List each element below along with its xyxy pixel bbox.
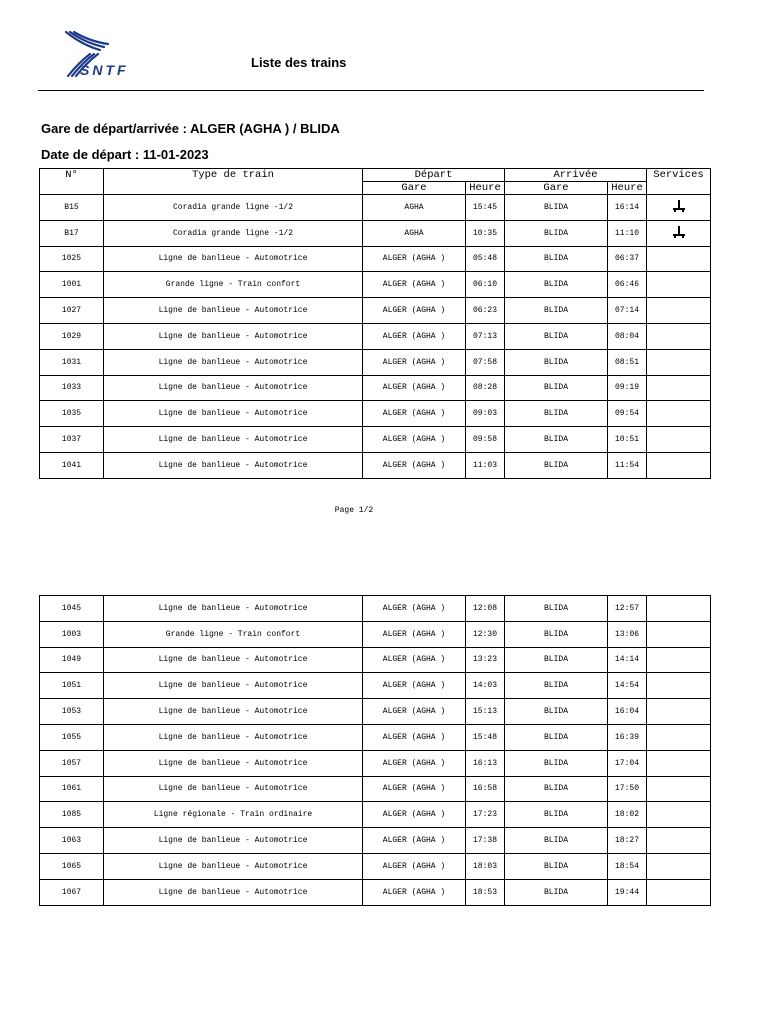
train-type: Grande ligne - Train confort: [104, 621, 363, 647]
train-type: Ligne de banlieue - Automotrice: [104, 776, 363, 802]
train-number: 1003: [40, 621, 104, 647]
train-type: Ligne de banlieue - Automotrice: [104, 323, 363, 349]
arrival-time: 19:44: [608, 879, 647, 905]
departure-time: 15:45: [466, 195, 505, 221]
train-type: Ligne de banlieue - Automotrice: [104, 647, 363, 673]
col-header-depart: Départ: [363, 169, 505, 182]
table-row: [40, 802, 711, 828]
train-type: Ligne de banlieue - Automotrice: [104, 724, 363, 750]
train-type: Ligne de banlieue - Automotrice: [104, 828, 363, 854]
arrival-station: BLIDA: [505, 220, 608, 246]
departure-station: ALGER (AGHA ): [363, 699, 466, 725]
arrival-station: BLIDA: [505, 427, 608, 453]
arrival-station: BLIDA: [505, 647, 608, 673]
services-cell: [647, 452, 711, 478]
departure-station: ALGER (AGHA ): [363, 724, 466, 750]
arrival-station: BLIDA: [505, 853, 608, 879]
arrival-station: BLIDA: [505, 349, 608, 375]
departure-time: 18:03: [466, 853, 505, 879]
departure-time: 06:23: [466, 298, 505, 324]
arrival-time: 11:10: [608, 220, 647, 246]
table-row: [40, 750, 711, 776]
departure-station: ALGER (AGHA ): [363, 828, 466, 854]
train-type: Ligne de banlieue - Automotrice: [104, 673, 363, 699]
train-type: Ligne de banlieue - Automotrice: [104, 699, 363, 725]
arrival-station: BLIDA: [505, 298, 608, 324]
train-number: 1045: [40, 596, 104, 622]
departure-time: 07:58: [466, 349, 505, 375]
table-row: [40, 452, 711, 478]
arrival-time: 14:14: [608, 647, 647, 673]
train-type: Coradia grande ligne -1/2: [104, 220, 363, 246]
col-header-dep-gare: Gare: [363, 182, 466, 195]
table-row: [40, 673, 711, 699]
table-row: [40, 246, 711, 272]
arrival-time: 06:46: [608, 272, 647, 298]
departure-time: 06:10: [466, 272, 505, 298]
departure-station: ALGER (AGHA ): [363, 298, 466, 324]
services-cell: [647, 647, 711, 673]
table-row: [40, 621, 711, 647]
departure-time: 11:03: [466, 452, 505, 478]
departure-time: 14:03: [466, 673, 505, 699]
table-row: [40, 272, 711, 298]
arrival-time: 09:19: [608, 375, 647, 401]
departure-station: ALGER (AGHA ): [363, 596, 466, 622]
services-cell: [647, 427, 711, 453]
departure-time: 09:58: [466, 427, 505, 453]
arrival-time: 13:06: [608, 621, 647, 647]
col-header-arr-heure: Heure: [608, 182, 647, 195]
train-number: 1025: [40, 246, 104, 272]
timetable-body-page-1: [40, 195, 711, 479]
arrival-station: BLIDA: [505, 750, 608, 776]
departure-station: ALGER (AGHA ): [363, 621, 466, 647]
departure-time: 17:23: [466, 802, 505, 828]
table-row: [40, 776, 711, 802]
arrival-time: 09:54: [608, 401, 647, 427]
departure-time: 16:58: [466, 776, 505, 802]
route-line: Gare de départ/arrivée : ALGER (AGHA ) / BLIDA: [41, 121, 340, 136]
departure-time: 15:13: [466, 699, 505, 725]
train-number: 1053: [40, 699, 104, 725]
arrival-station: BLIDA: [505, 724, 608, 750]
arrival-time: 17:04: [608, 750, 647, 776]
table-row: [40, 828, 711, 854]
restaurant-service-icon: [672, 226, 686, 241]
arrival-station: BLIDA: [505, 879, 608, 905]
train-type: Ligne régionale - Train ordinaire: [104, 802, 363, 828]
arrival-time: 16:04: [608, 699, 647, 725]
document-title: Liste des trains: [251, 55, 347, 70]
train-type: Ligne de banlieue - Automotrice: [104, 298, 363, 324]
departure-time: 10:35: [466, 220, 505, 246]
arrival-time: 12:57: [608, 596, 647, 622]
timetable-page-1: [39, 168, 711, 479]
table-row: [40, 879, 711, 905]
arrival-time: 07:14: [608, 298, 647, 324]
services-cell: [647, 750, 711, 776]
train-number: 1031: [40, 349, 104, 375]
table-row: [40, 427, 711, 453]
services-cell: [647, 776, 711, 802]
arrival-station: BLIDA: [505, 401, 608, 427]
train-number: 1055: [40, 724, 104, 750]
page-number: Page 1/2: [334, 506, 374, 515]
departure-station: AGHA: [363, 220, 466, 246]
timetable-page-2: [39, 595, 711, 906]
train-number: 1033: [40, 375, 104, 401]
services-cell: [647, 401, 711, 427]
train-type: Ligne de banlieue - Automotrice: [104, 879, 363, 905]
col-header-num: N°: [40, 169, 104, 195]
train-number: 1057: [40, 750, 104, 776]
arrival-time: 16:14: [608, 195, 647, 221]
departure-station: ALGER (AGHA ): [363, 750, 466, 776]
train-number: 1029: [40, 323, 104, 349]
departure-station: ALGER (AGHA ): [363, 323, 466, 349]
services-cell: [647, 220, 711, 246]
departure-time: 13:23: [466, 647, 505, 673]
departure-time: 12:08: [466, 596, 505, 622]
train-type: Coradia grande ligne -1/2: [104, 195, 363, 221]
departure-time: 18:53: [466, 879, 505, 905]
services-cell: [647, 375, 711, 401]
arrival-time: 18:02: [608, 802, 647, 828]
table-row: [40, 375, 711, 401]
train-number: 1027: [40, 298, 104, 324]
sntf-logo: [60, 28, 150, 80]
train-number: B17: [40, 220, 104, 246]
departure-station: ALGER (AGHA ): [363, 776, 466, 802]
departure-station: ALGER (AGHA ): [363, 349, 466, 375]
services-cell: [647, 323, 711, 349]
train-number: 1049: [40, 647, 104, 673]
train-type: Ligne de banlieue - Automotrice: [104, 401, 363, 427]
table-row: [40, 323, 711, 349]
arrival-time: 11:54: [608, 452, 647, 478]
table-row: [40, 349, 711, 375]
train-type: Ligne de banlieue - Automotrice: [104, 596, 363, 622]
arrival-time: 08:51: [608, 349, 647, 375]
departure-station: AGHA: [363, 195, 466, 221]
departure-station: ALGER (AGHA ): [363, 853, 466, 879]
arrival-station: BLIDA: [505, 596, 608, 622]
train-number: 1035: [40, 401, 104, 427]
departure-station: ALGER (AGHA ): [363, 452, 466, 478]
departure-time: 09:03: [466, 401, 505, 427]
arrival-station: BLIDA: [505, 195, 608, 221]
train-type: Grande ligne - Train confort: [104, 272, 363, 298]
train-number: 1051: [40, 673, 104, 699]
train-type: Ligne de banlieue - Automotrice: [104, 750, 363, 776]
departure-time: 17:38: [466, 828, 505, 854]
services-cell: [647, 802, 711, 828]
services-cell: [647, 699, 711, 725]
departure-station: ALGER (AGHA ): [363, 879, 466, 905]
date-line: Date de départ : 11-01-2023: [41, 147, 209, 162]
train-number: 1063: [40, 828, 104, 854]
col-header-arrivee: Arrivée: [505, 169, 647, 182]
train-type: Ligne de banlieue - Automotrice: [104, 452, 363, 478]
departure-time: 16:13: [466, 750, 505, 776]
arrival-time: 14:54: [608, 673, 647, 699]
timetable-body-page-2: [40, 596, 711, 906]
arrival-station: BLIDA: [505, 246, 608, 272]
train-type: Ligne de banlieue - Automotrice: [104, 375, 363, 401]
departure-station: ALGER (AGHA ): [363, 272, 466, 298]
table-row: [40, 853, 711, 879]
table-row: [40, 647, 711, 673]
col-header-dep-heure: Heure: [466, 182, 505, 195]
departure-time: 15:48: [466, 724, 505, 750]
table-row: [40, 699, 711, 725]
logo-text: SNTF: [80, 62, 129, 78]
train-number: 1041: [40, 452, 104, 478]
train-type: Ligne de banlieue - Automotrice: [104, 349, 363, 375]
services-cell: [647, 673, 711, 699]
col-header-arr-gare: Gare: [505, 182, 608, 195]
arrival-station: BLIDA: [505, 323, 608, 349]
departure-station: ALGER (AGHA ): [363, 427, 466, 453]
services-cell: [647, 349, 711, 375]
train-type: Ligne de banlieue - Automotrice: [104, 246, 363, 272]
col-header-type: Type de train: [104, 169, 363, 195]
table-row: [40, 401, 711, 427]
departure-time: 12:30: [466, 621, 505, 647]
arrival-time: 18:54: [608, 853, 647, 879]
services-cell: [647, 298, 711, 324]
services-cell: [647, 246, 711, 272]
train-type: Ligne de banlieue - Automotrice: [104, 853, 363, 879]
arrival-station: BLIDA: [505, 673, 608, 699]
table-row: [40, 596, 711, 622]
arrival-station: BLIDA: [505, 375, 608, 401]
departure-station: ALGER (AGHA ): [363, 647, 466, 673]
train-number: 1085: [40, 802, 104, 828]
departure-station: ALGER (AGHA ): [363, 375, 466, 401]
train-number: 1067: [40, 879, 104, 905]
arrival-station: BLIDA: [505, 776, 608, 802]
arrival-station: BLIDA: [505, 621, 608, 647]
train-number: 1037: [40, 427, 104, 453]
col-header-services: Services: [647, 169, 711, 195]
departure-station: ALGER (AGHA ): [363, 802, 466, 828]
train-number: 1061: [40, 776, 104, 802]
table-row: [40, 298, 711, 324]
services-cell: [647, 596, 711, 622]
restaurant-service-icon: [672, 200, 686, 215]
departure-station: ALGER (AGHA ): [363, 401, 466, 427]
train-number: 1065: [40, 853, 104, 879]
header-divider: [38, 90, 704, 91]
departure-time: 05:48: [466, 246, 505, 272]
services-cell: [647, 724, 711, 750]
arrival-time: 08:04: [608, 323, 647, 349]
arrival-station: BLIDA: [505, 802, 608, 828]
departure-time: 08:28: [466, 375, 505, 401]
services-cell: [647, 272, 711, 298]
services-cell: [647, 828, 711, 854]
departure-station: ALGER (AGHA ): [363, 246, 466, 272]
arrival-time: 06:37: [608, 246, 647, 272]
departure-time: 07:13: [466, 323, 505, 349]
train-number: 1001: [40, 272, 104, 298]
services-cell: [647, 195, 711, 221]
arrival-time: 18:27: [608, 828, 647, 854]
services-cell: [647, 621, 711, 647]
arrival-station: BLIDA: [505, 828, 608, 854]
train-number: B15: [40, 195, 104, 221]
arrival-station: BLIDA: [505, 272, 608, 298]
arrival-time: 17:50: [608, 776, 647, 802]
services-cell: [647, 879, 711, 905]
arrival-station: BLIDA: [505, 452, 608, 478]
services-cell: [647, 853, 711, 879]
table-row: [40, 724, 711, 750]
arrival-station: BLIDA: [505, 699, 608, 725]
arrival-time: 10:51: [608, 427, 647, 453]
table-row: [40, 220, 711, 246]
table-row: [40, 195, 711, 221]
arrival-time: 16:39: [608, 724, 647, 750]
train-type: Ligne de banlieue - Automotrice: [104, 427, 363, 453]
departure-station: ALGER (AGHA ): [363, 673, 466, 699]
